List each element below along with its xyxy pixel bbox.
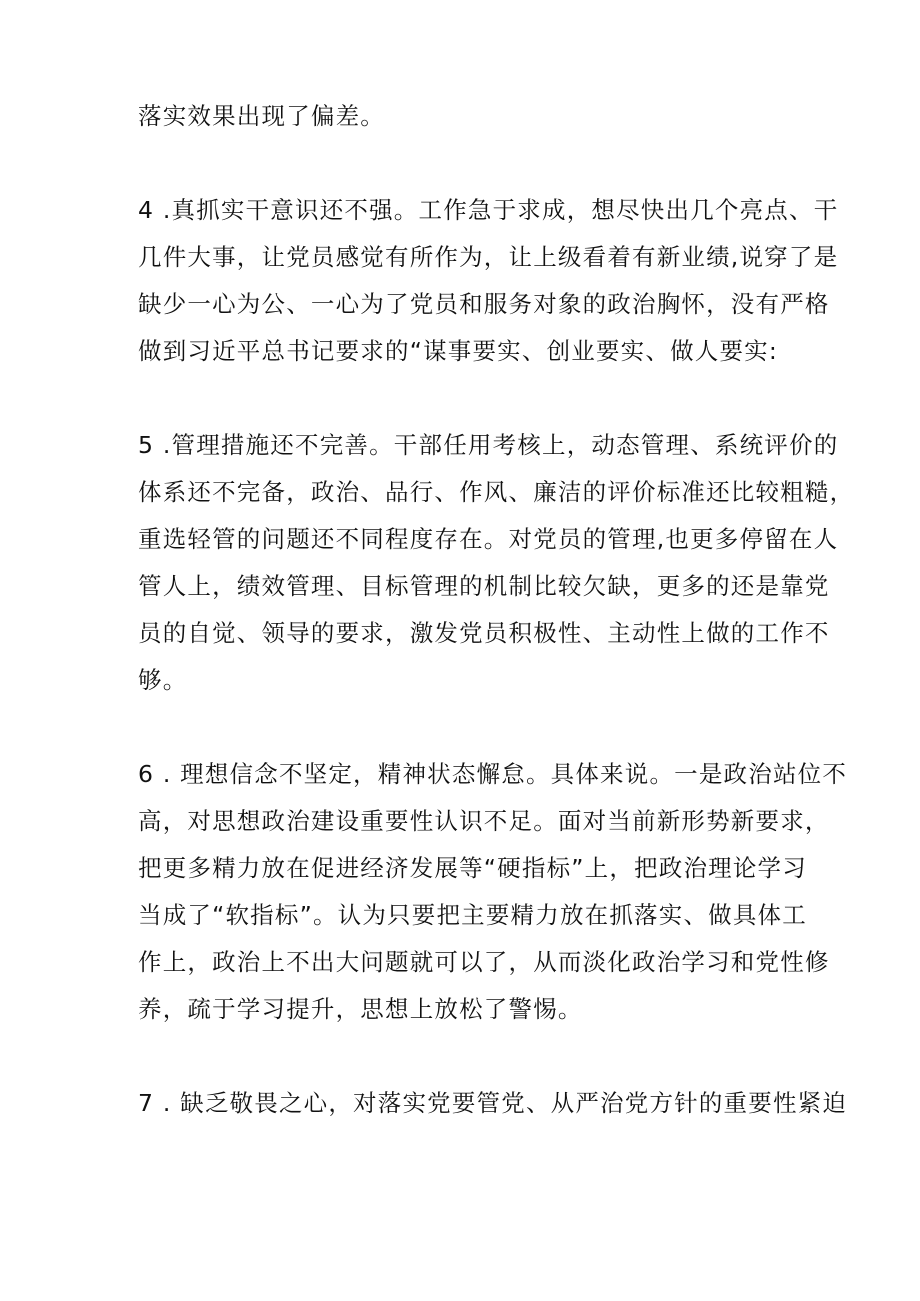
paragraph-line: 当成了“软指标”。认为只要把主要精力放在抓落实、做具体工 [138,901,807,929]
paragraph-line: 养，疏于学习提升，思想上放松了警惕。 [138,995,583,1023]
paragraph-line: 重选轻管的问题还不同程度存在。对党员的管理,也更多停留在人 [138,525,839,553]
paragraph-line: 做到习近平总书记要求的“谋事要实、创业要实、做人要实: [138,337,778,365]
paragraph-line: 高，对思想政治建设重要性认识不足。面对当前新形势新要求， [138,807,830,835]
paragraph-line: 体系还不完备，政治、品行、作风、廉洁的评价标准还比较粗糙， [138,478,855,506]
paragraph-line: 4 .真抓实干意识还不强。工作急于求成，想尽快出几个亮点、干 [138,196,839,224]
paragraph-line: 管人上，绩效管理、目标管理的机制比较欠缺，更多的还是靠党 [138,572,830,600]
paragraph-line: 缺少一心为公、一心为了党员和服务对象的政治胸怀，没有严格 [138,290,830,318]
paragraph-line: 5 .管理措施还不完善。干部任用考核上，动态管理、系统评价的 [138,431,839,459]
paragraph-line: 7 . 缺乏敬畏之心，对落实党要管党、从严治党方针的重要性紧迫 [138,1089,848,1117]
paragraph-line: 落实效果出现了偏差。 [138,102,385,130]
paragraph-line: 把更多精力放在促进经济发展等“硬指标”上，把政治理论学习 [138,854,807,882]
paragraph-line: 员的自觉、领导的要求，激发党员积极性、主动性上做的工作不 [138,619,830,647]
paragraph-line: 够。 [138,666,188,694]
paragraph-line: 作上，政治上不出大问题就可以了，从而淡化政治学习和党性修 [138,948,830,976]
paragraph-line: 6 . 理想信念不坚定，精神状态懈怠。具体来说。一是政治站位不 [138,760,848,788]
paragraph-line: 几件大事，让党员感觉有所作为，让上级看着有新业绩,说穿了是 [138,243,839,271]
